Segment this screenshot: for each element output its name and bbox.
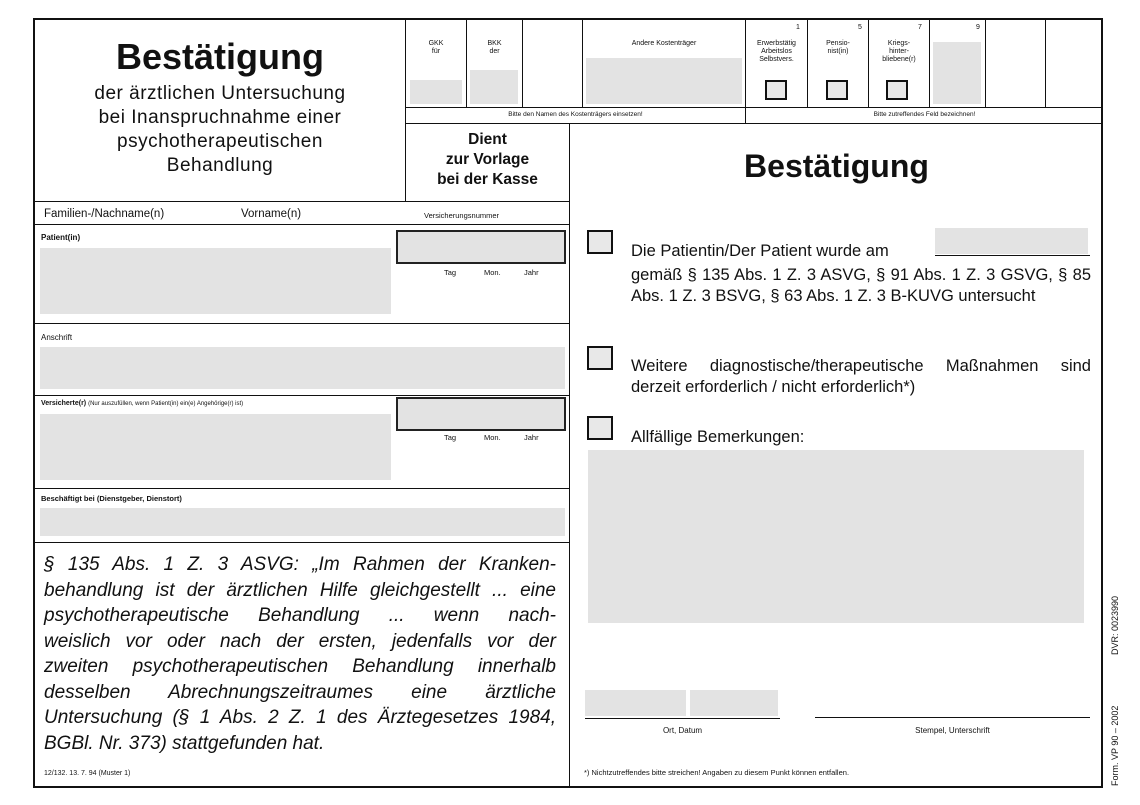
group-line: bliebene(r) xyxy=(882,56,916,63)
divider xyxy=(33,201,570,202)
gkk-label xyxy=(406,40,466,56)
legal-line: BGBl. Nr. 373) stattgefunden hat. xyxy=(44,732,325,754)
group-9-num: 9 xyxy=(976,24,980,31)
versicherte-birthdate-field[interactable] xyxy=(396,397,566,431)
date-mon: Mon. xyxy=(484,268,501,277)
left-title: Bestätigung xyxy=(115,36,324,77)
anschrift-field[interactable] xyxy=(40,347,565,389)
patient-name-field[interactable] xyxy=(40,248,391,314)
dient-line: zur Vorlage xyxy=(445,151,530,168)
note-right: Bitte zutreffendes Feld bezeichnen! xyxy=(873,111,976,118)
form-code: 12/132. 13. 7. 94 (Muster 1) xyxy=(44,770,131,777)
divider xyxy=(33,542,570,543)
versicherte-label xyxy=(41,400,243,407)
group-line: Pensio- xyxy=(826,40,850,47)
bkk-line: BKK xyxy=(487,40,502,47)
bemerkungen-field[interactable] xyxy=(588,450,1084,623)
bkk-line: der xyxy=(489,48,500,55)
legal-line: psychotherapeutische Behandlung ... wenn nach- xyxy=(44,605,556,626)
divider xyxy=(745,18,746,124)
group-5-label xyxy=(808,40,868,56)
note-left: Bitte den Namen des Kostenträgers einsetzen! xyxy=(508,111,643,118)
footnote: *) Nichtzutreffendes bitte streichen! Angaben zu diesem Punkt können entfallen. xyxy=(584,768,850,777)
divider xyxy=(466,18,467,108)
divider xyxy=(33,323,570,324)
legal-line: weislich vor oder nach der ersten, jedenfalls vor der xyxy=(44,630,556,652)
subtitle-line: Behandlung xyxy=(166,155,274,176)
group-line: Selbstvers. xyxy=(759,56,794,63)
gkk-line: für xyxy=(431,48,441,55)
versicherte-note: (Nur auszufüllen, wenn Patient(in) ein(e) Angehörige(r) ist) xyxy=(88,401,244,407)
group-line: Kriegs- xyxy=(887,40,911,47)
legal-line: Untersuchung (§ 1 Abs. 2 Z. 1 des Ärztegesetzes 1984, xyxy=(44,707,556,728)
versicherte-name-field[interactable] xyxy=(40,414,391,480)
subtitle-line: bei Inanspruchnahme einer xyxy=(98,107,342,128)
item1-date-underline xyxy=(935,255,1090,256)
legal-text xyxy=(44,552,556,756)
stempel-underline xyxy=(815,717,1090,718)
andere-label: Andere Kostenträger xyxy=(631,40,697,47)
beschaeftigt-field[interactable] xyxy=(40,508,565,536)
divider xyxy=(33,395,570,396)
group-line: Erwerbstätig xyxy=(757,40,796,47)
col-vnr: Versicherungsnummer xyxy=(424,211,500,220)
item1-rest: gemäß § 135 Abs. 1 Z. 3 ASVG, § 91 Abs. 1 Z. 3 GSVG, § 85 Abs. 1 Z. 3 BSVG, § 63 Abs. 1 Z. 3 B-KUVG untersucht xyxy=(631,266,1091,305)
date-jahr: Jahr xyxy=(524,268,539,277)
group-1-checkbox[interactable] xyxy=(765,80,787,100)
col-name: Familien-/Nachname(n) xyxy=(44,208,165,220)
beschaeftigt-label: Beschäftigt bei (Dienstgeber, Dienstort) xyxy=(41,494,182,503)
dient-line: bei der Kasse xyxy=(437,171,538,188)
item1-date-field[interactable] xyxy=(935,228,1088,254)
patient-label: Patient(in) xyxy=(41,233,81,242)
group-7-checkbox[interactable] xyxy=(886,80,908,100)
legal-line: behandlung ist der ärztlichen Hilfe gleichgestellt ... eine xyxy=(44,579,556,601)
bkk-label xyxy=(467,40,522,56)
group-line: hinter- xyxy=(889,48,909,55)
divider xyxy=(522,18,523,108)
ort-datum-underline xyxy=(585,718,780,719)
patient-birthdate-field[interactable] xyxy=(396,230,566,264)
group-1-num: 1 xyxy=(796,24,800,31)
versicherte-title: Versicherte(r) xyxy=(41,400,87,407)
group-5-checkbox[interactable] xyxy=(826,80,848,100)
group-9-field[interactable] xyxy=(933,42,981,104)
andere-field[interactable] xyxy=(586,58,742,104)
legal-line: § 135 Abs. 1 Z. 3 ASVG: „Im Rahmen der Kranken- xyxy=(44,554,556,575)
divider xyxy=(582,18,583,108)
datum-field[interactable] xyxy=(690,690,778,716)
legal-line: zweiten psychotherapeutischen Behandlung innerhalb xyxy=(44,656,556,677)
item1-first: Die Patientin/Der Patient wurde am xyxy=(631,242,889,260)
divider xyxy=(929,18,930,108)
date-tag: Tag xyxy=(444,268,457,277)
stempel-label: Stempel, Unterschrift xyxy=(915,726,990,735)
group-7-label xyxy=(869,40,929,64)
group-line: Arbeitslos xyxy=(761,48,792,55)
date-tag: Tag xyxy=(444,433,457,442)
ort-field[interactable] xyxy=(585,690,686,716)
gkk-line: GKK xyxy=(428,40,444,47)
item2-checkbox[interactable] xyxy=(587,346,613,370)
legal-line: desselben Abrechnungszeitraumes eine ärztliche xyxy=(44,681,556,703)
dvr-vertical: DVR: 0023990 xyxy=(1110,595,1120,655)
item2-text: Weitere diagnostische/therapeutische Maßnahmen sind derzeit erforderlich / nicht erforderlich*) xyxy=(631,357,1091,396)
gkk-field[interactable] xyxy=(410,80,462,104)
group-line: nist(in) xyxy=(827,48,849,55)
other-blank-field[interactable] xyxy=(526,70,578,104)
divider xyxy=(985,18,986,108)
divider xyxy=(405,123,1103,124)
divider xyxy=(1045,18,1046,108)
subtitle-line: der ärztlichen Untersuchung xyxy=(94,83,346,104)
group-7-num: 7 xyxy=(918,24,922,31)
group-1-label xyxy=(746,40,807,64)
divider xyxy=(33,488,570,489)
left-subtitle xyxy=(35,82,405,178)
bkk-field[interactable] xyxy=(470,70,518,104)
form-number-vertical: Form. VP 90 – 2002 xyxy=(1110,705,1120,786)
date-mon: Mon. xyxy=(484,433,501,442)
item1-checkbox[interactable] xyxy=(587,230,613,254)
ort-datum-label: Ort, Datum xyxy=(662,726,703,735)
center-divider xyxy=(569,123,570,788)
anschrift-label: Anschrift xyxy=(41,333,73,342)
right-title: Bestätigung xyxy=(744,148,929,184)
item3-checkbox[interactable] xyxy=(587,416,613,440)
dient-box xyxy=(406,130,569,190)
divider xyxy=(405,107,1103,108)
group-5-num: 5 xyxy=(858,24,862,31)
subtitle-line: psychotherapeutischen xyxy=(117,131,323,152)
col-vorname: Vorname(n) xyxy=(241,208,302,220)
dient-line: Dient xyxy=(468,131,507,148)
item3-text: Allfällige Bemerkungen: xyxy=(631,428,805,446)
divider xyxy=(807,18,808,108)
date-jahr: Jahr xyxy=(524,433,539,442)
divider xyxy=(33,224,570,225)
